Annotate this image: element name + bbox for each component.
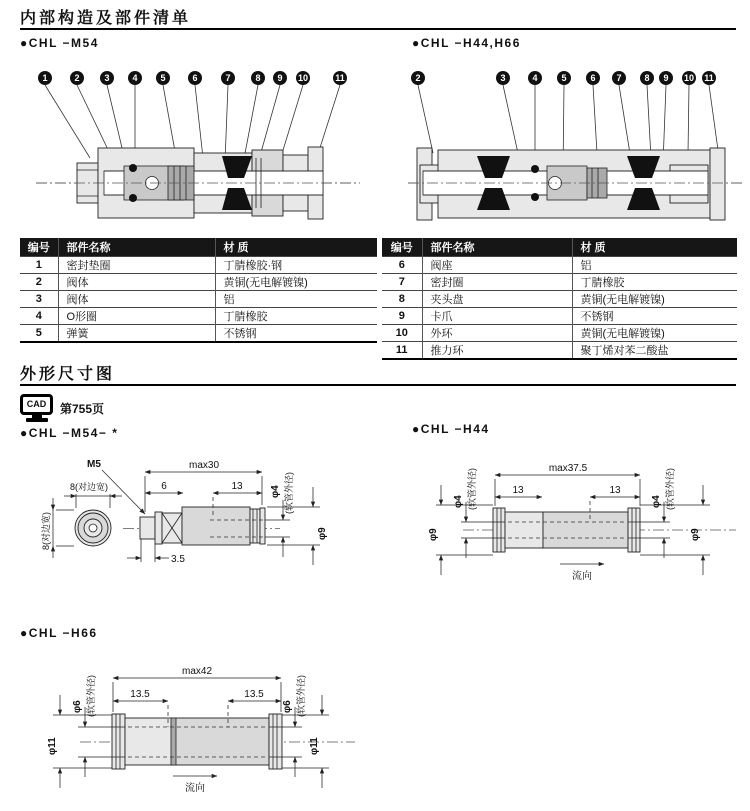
table-row: 10 外环 黄铜(无电解镀镍) xyxy=(382,325,737,342)
svg-text:max30: max30 xyxy=(188,460,220,471)
svg-text:max37.5: max37.5 xyxy=(548,463,588,474)
table-row: 5 弹簧 不锈钢 xyxy=(20,325,377,343)
svg-text:(软管外径): (软管外径) xyxy=(467,468,477,510)
parts-table-right xyxy=(382,238,737,360)
svg-text:1: 1 xyxy=(42,73,48,83)
svg-text:φ11: φ11 xyxy=(309,737,320,755)
flow-direction-label: 流向 xyxy=(572,571,592,582)
svg-text:6: 6 xyxy=(161,481,167,492)
svg-text:9: 9 xyxy=(277,73,283,83)
table-row: 1 密封垫圈 丁腈橡胶·钢 xyxy=(20,257,377,274)
cad-icon xyxy=(20,394,54,424)
col-no: 编号 xyxy=(20,238,58,257)
fitting-body-m54 xyxy=(36,147,360,219)
svg-text:4: 4 xyxy=(132,73,138,83)
svg-text:10: 10 xyxy=(297,73,309,83)
svg-text:5: 5 xyxy=(160,73,166,83)
svg-text:(软管外径): (软管外径) xyxy=(86,675,96,717)
o-ring xyxy=(531,193,539,201)
svg-text:φ9: φ9 xyxy=(317,527,328,540)
cad-page-ref: 第755页 xyxy=(60,402,105,416)
svg-text:5: 5 xyxy=(561,73,567,83)
svg-text:13: 13 xyxy=(609,485,621,496)
svg-text:13: 13 xyxy=(512,485,524,496)
svg-text:8(对边宽): 8(对边宽) xyxy=(41,512,51,550)
section2-rule xyxy=(20,384,736,386)
cross-section-h44-h66 xyxy=(403,58,750,238)
svg-text:φ6: φ6 xyxy=(282,700,293,713)
svg-text:11: 11 xyxy=(335,73,345,83)
cross-section-m54 xyxy=(28,58,368,238)
svg-text:13.5: 13.5 xyxy=(244,689,264,700)
table-row: 3 阀体 铝 xyxy=(20,291,377,308)
callouts-h xyxy=(411,71,716,85)
svg-text:(软管外径): (软管外径) xyxy=(665,468,675,510)
svg-text:φ9: φ9 xyxy=(428,528,439,541)
end-view xyxy=(40,481,122,558)
table-row: 11 推力环 聚丁烯对苯二酸盐 xyxy=(382,342,737,360)
svg-text:8(对边宽): 8(对边宽) xyxy=(70,482,108,492)
o-ring xyxy=(129,194,137,202)
svg-text:7: 7 xyxy=(616,73,622,83)
table-row: 7 密封圈 丁腈橡胶 xyxy=(382,274,737,291)
table-header xyxy=(20,238,377,257)
table-row: 8 夹头盘 黄铜(无电解镀镍) xyxy=(382,291,737,308)
svg-text:10: 10 xyxy=(683,73,695,83)
model-label-h44-h66: ●CHL −H44,H66 xyxy=(412,36,521,50)
dimension-drawing-m54 xyxy=(28,438,388,610)
drawing-label-m54: ●CHL −M54− * xyxy=(20,426,119,440)
svg-text:φ6: φ6 xyxy=(72,700,83,713)
flow-direction-label: 流向 xyxy=(185,783,205,794)
table-row: 9 卡爪 不锈钢 xyxy=(382,308,737,325)
table-row: 2 阀体 黄铜(无电解镀镍) xyxy=(20,274,377,291)
o-ring xyxy=(531,165,539,173)
table-row: 6 阀座 铝 xyxy=(382,257,737,274)
fitting-body-h xyxy=(408,148,745,220)
svg-text:13: 13 xyxy=(231,481,243,492)
table-header xyxy=(382,238,737,257)
drawing-label-h66: ●CHL −H66 xyxy=(20,626,98,640)
col-material: 材 质 xyxy=(572,238,737,257)
parts-table-left xyxy=(20,238,377,343)
svg-text:11: 11 xyxy=(704,73,714,83)
svg-text:φ11: φ11 xyxy=(47,737,58,755)
col-no: 编号 xyxy=(382,238,422,257)
o-ring xyxy=(129,164,137,172)
col-material: 材 质 xyxy=(215,238,377,257)
section1-title: 内部构造及部件清单 xyxy=(20,8,192,27)
svg-text:φ4: φ4 xyxy=(651,495,662,508)
svg-text:3: 3 xyxy=(104,73,110,83)
col-name: 部件名称 xyxy=(422,238,572,257)
side-view xyxy=(47,666,355,794)
side-view xyxy=(87,459,328,565)
svg-text:6: 6 xyxy=(192,73,198,83)
svg-text:φ9: φ9 xyxy=(690,528,701,541)
svg-text:8: 8 xyxy=(255,73,261,83)
drawing-label-h44: ●CHL −H44 xyxy=(412,422,490,436)
svg-text:(软管外径): (软管外径) xyxy=(284,472,294,514)
svg-text:9: 9 xyxy=(663,73,669,83)
section1-rule xyxy=(20,28,736,30)
svg-text:φ4: φ4 xyxy=(453,495,464,508)
svg-text:2: 2 xyxy=(415,73,421,83)
side-view xyxy=(428,463,736,582)
svg-text:3.5: 3.5 xyxy=(171,554,185,565)
svg-text:4: 4 xyxy=(532,73,538,83)
section2-title: 外形尺寸图 xyxy=(20,364,116,383)
svg-text:13.5: 13.5 xyxy=(130,689,150,700)
col-name: 部件名称 xyxy=(58,238,215,257)
model-label-m54: ●CHL −M54 xyxy=(20,36,99,50)
svg-text:7: 7 xyxy=(225,73,231,83)
svg-text:φ4: φ4 xyxy=(270,485,281,498)
dimension-drawing-h66 xyxy=(20,645,390,811)
cad-icon-label: CAD xyxy=(20,394,53,415)
dimension-drawing-h44 xyxy=(408,438,750,596)
svg-text:3: 3 xyxy=(500,73,506,83)
svg-text:6: 6 xyxy=(590,73,596,83)
svg-text:max42: max42 xyxy=(181,666,213,677)
callouts-m54 xyxy=(38,71,347,85)
svg-text:2: 2 xyxy=(74,73,80,83)
svg-text:(软管外径): (软管外径) xyxy=(296,675,306,717)
thread-label: M5 xyxy=(87,459,101,470)
table-row: 4 O形圈 丁腈橡胶 xyxy=(20,308,377,325)
svg-text:8: 8 xyxy=(644,73,650,83)
